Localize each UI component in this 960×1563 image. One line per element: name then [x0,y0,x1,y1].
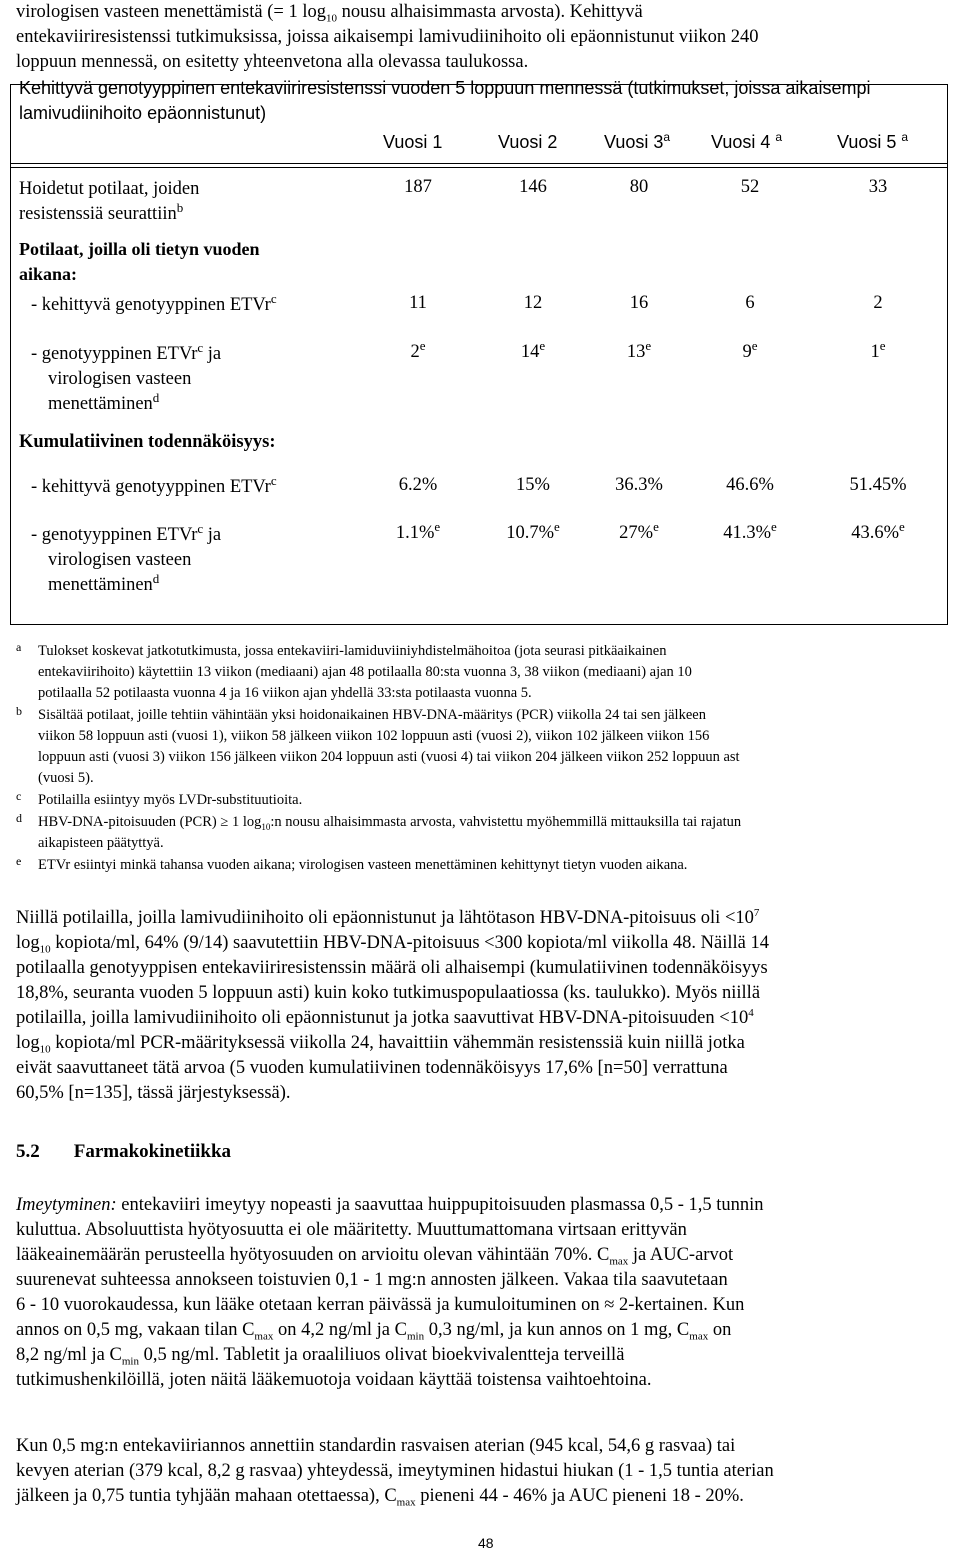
footnote-ref: e [539,337,546,353]
text: log [16,933,40,953]
footnote-ref: b [176,199,184,215]
footnote-ref: a [775,130,783,144]
label-line: Potilaat, joilla oli tietyn vuoden [19,239,260,259]
footnote-ref: a [663,130,671,144]
footnote-mark: c [16,789,22,803]
paragraph-line: eivät saavuttaneet tätä arvoa (5 vuoden kumulatiivinen todennäköisyys 17,6% [n=50] verrattuna [16,1058,728,1078]
cell: 80 [629,177,649,197]
value: 9 [742,342,752,362]
text: ja [203,525,222,545]
header-label: Vuosi 3 [604,132,664,152]
intro-line: loppuun mennessä, on esitetty yhteenvetona alla olevassa taulukossa. [16,52,529,72]
cell [594,337,684,363]
subscript: min [121,1355,139,1368]
paragraph-line [16,1031,956,1056]
text: pieneni 44 - 46% ja AUC pieneni 18 - 20%. [415,1486,744,1506]
row-label-cumulative-genotypic [31,472,277,500]
footnote-line: loppuun asti (vuosi 3) viikon 156 jälkeen viikon 204 loppuun asti (vuosi 4) tai viikon 204 jälkeen viikon 252 loppuun ast [38,749,740,765]
footnote-line: aikapisteen päätyttyä. [38,835,164,851]
footnote-mark: e [16,854,22,868]
paragraph-line [16,1293,956,1318]
text: - genotyyppinen ETVr [31,525,198,545]
paragraph-line [16,1243,956,1268]
cell: 46.6% [726,475,774,495]
header-label: Vuosi 1 [383,132,443,152]
text: menettäminen [48,394,153,414]
value: 14 [520,342,540,362]
cell: 12 [523,293,543,313]
column-header-year2 [498,132,557,153]
cell: 187 [404,177,432,197]
label-line [31,389,221,417]
section-label-cumulative: Kumulatiivinen todennäköisyys: [19,432,276,452]
absorption-paragraph [16,1193,956,1393]
paragraph-line [16,1343,956,1368]
label-line [31,339,222,367]
subscript: max [689,1330,709,1343]
cell: 2 [873,293,883,313]
subscript: max [396,1496,416,1509]
value: 1 [870,342,880,362]
text: lääkeainemäärän perusteella hyötyosuuden on arvioitu olevan vähintään 70%. C [16,1245,610,1265]
paragraph-line: potilaalla genotyyppisen entekaviiriresistenssin määrä oli alhaisempi (kumulatiivinen todennäköisyys [16,958,768,978]
label-line: Hoidetut potilaat, joiden [19,179,200,199]
footnote-ref: d [152,570,160,586]
footnote-ref: c [197,520,204,536]
cell [705,337,795,363]
cell: 51.45% [849,475,907,495]
value: 1.1% [395,523,435,543]
intro-line [16,0,956,25]
cell [833,518,923,544]
footnote-ref: e [751,337,758,353]
cell: 6 [745,293,755,313]
cell: 33 [868,177,888,197]
text: virologisen vasteen menettämistä (= 1 log [16,2,326,22]
column-header-year5 [837,132,908,153]
footnote-line: entekaviirihoito) käytettiin 13 viikon (mediaani) ajan 48 potilaalla 80:sta vuonna 3, 38 viikon (mediaani) ajan 10 [38,664,692,680]
footnote-line: viikon 58 loppuun asti (vuosi 1), viikon 58 jälkeen viikon 102 loppuun asti (vuosi 2), viikon 102 jälkeen viikon 156 [38,728,710,744]
text: 8,2 ng/ml ja C [16,1345,122,1365]
footnote-line: Potilailla esiintyy myös LVDr-substituutioita. [38,792,303,808]
footnote-ref: e [771,518,777,534]
footnote-ref: c [197,339,204,355]
label-line: virologisen vasteen [48,369,192,389]
food-effect-paragraph [16,1434,956,1509]
intro-paragraph [16,0,956,75]
value: 2 [410,342,420,362]
paragraph-line: kevyen aterian (379 kcal, 8,2 g rasvaa) yhteydessä, imeytyminen hidastui hiukan (1 - 1,5 tuntia aterian [16,1461,774,1481]
text: - kehittyvä genotyyppinen ETVr [31,295,271,315]
footnote-line: ETVr esiintyi minkä tahansa vuoden aikana; virologisen vasteen menettäminen kehittynyt tietyn vuoden aikana. [38,857,688,873]
cell: 15% [516,475,550,495]
section-title [16,1141,956,1163]
subscript: 10 [261,821,271,832]
text: :n nousu alhaisimmasta arvosta, vahvistettu myöhemmillä mittauksilla tai rajatun [270,814,742,830]
footnote-b [16,705,951,789]
label-line [31,520,222,548]
row-label-treated [19,177,199,227]
intro-line: entekaviiriresistenssi tutkimuksissa, joissa aikaisempi lamivudiinihoito oli epäonnistunut viikon 240 [16,27,759,47]
footnote-ref: c [270,472,277,488]
table-caption: Kehittyvä genotyyppinen entekaviiriresistenssi vuoden 5 loppuun mennessä (tutkimukset, joissa aikaisempi lamivudiinihoito epäonnistunut) [19,78,871,123]
text: 6 - 10 vuorokaudessa, kun lääke otetaan kerran päivässä ja kumuloituminen on [16,1295,605,1315]
footnote-mark: b [16,704,22,718]
footnote-a [16,641,951,704]
footnote-ref: c [270,290,277,306]
row-label-genotypic [31,290,277,318]
value: 10.7% [506,523,554,543]
footnote-d [16,812,951,854]
section-label-patients [19,237,260,287]
text: kopiota/ml, 64% (9/14) saavutettiin HBV-DNA-pitoisuus <300 kopiota/ml viikolla 48. Näillä 14 [50,933,769,953]
subscript: min [406,1330,425,1343]
footnote-ref: e [899,518,905,534]
text: jälkeen ja 0,75 tuntia tyhjään mahaan otettaessa), C [16,1486,397,1506]
text: potilailla, joilla lamivudiinihoito oli epäonnistunut ja jotka saavuttivat HBV-DNA-pitoisuuden <10 [16,1008,749,1028]
header-label: Vuosi 5 [837,132,897,152]
ge-symbol: ≥ [220,814,229,830]
text: on [708,1320,732,1340]
paragraph-line [16,1193,956,1218]
footnote-ref: e [645,337,652,353]
footnote-ref: a [901,130,909,144]
text: log [16,1033,40,1053]
paragraph-line [16,906,956,931]
cell: 16 [629,293,649,313]
header-divider [11,163,947,164]
section-title-text: Farmakokinetiikka [73,1141,232,1162]
superscript: 7 [753,906,760,919]
text: resistenssiä seurattiin [19,204,177,224]
footnote-mark: a [16,640,22,654]
footnote-c [16,790,951,811]
paragraph-line [16,1006,956,1031]
column-header-year3 [604,132,670,153]
text: - kehittyvä genotyyppinen ETVr [31,477,271,497]
resistance-table [10,78,948,625]
value: 27% [619,523,654,543]
value: 41.3% [723,523,771,543]
subscript: max [254,1330,274,1343]
paragraph-line: suurenevat suhteessa annokseen toistuvien 0,1 - 1 mg:n annosten jälkeen. Vakaa tila saavutetaan [16,1270,728,1290]
footnote-line: (vuosi 5). [38,770,94,786]
text: menettäminen [48,575,153,595]
row-label-genotypic-loss [31,339,222,417]
footnote-ref: e [879,337,886,353]
text: annos on 0,5 mg, vakaan tilan C [16,1320,255,1340]
cell [833,337,923,363]
text: Niillä potilailla, joilla lamivudiinihoito oli epäonnistunut ja lähtötason HBV-DNA-pitoisuus oli <10 [16,908,754,928]
cell: 36.3% [615,475,663,495]
value: 43.6% [851,523,899,543]
approx-symbol: ≈ [604,1295,615,1315]
label-line [31,570,221,598]
paragraph-line: 60,5% [n=135], tässä järjestyksessä). [16,1083,291,1103]
cell [488,518,578,544]
label-line [19,199,199,227]
paragraph-line [16,1318,956,1343]
text: ja AUC-arvot [628,1245,734,1265]
text: kopiota/ml PCR-määrityksessä viikolla 24, havaittiin vähemmän resistenssiä kuin niillä jotka [50,1033,745,1053]
cell: 11 [409,293,427,313]
cell [594,518,684,544]
footnote-ref: e [434,518,441,534]
column-header-year1 [383,132,442,153]
footnote-ref: e [419,337,426,353]
value: 13 [626,342,646,362]
text: HBV-DNA-pitoisuuden (PCR) [38,814,221,830]
cell: 146 [519,177,547,197]
paragraph-line: 18,8%, seuranta vuoden 5 loppuun asti) kuin koko tutkimuspopulaatiossa (ks. taulukko). Myös niillä [16,983,761,1003]
subscript: 10 [39,943,51,956]
section-heading [16,1141,956,1163]
resistance-paragraph [16,906,956,1106]
footnote-ref: e [653,518,659,534]
cell [373,337,463,363]
header-divider [11,167,947,168]
cell [705,518,795,544]
label-line: aikana: [19,264,78,284]
section-number: 5.2 [16,1141,40,1162]
text: - genotyyppinen ETVr [31,344,198,364]
cell: 6.2% [398,475,438,495]
footnote-mark: d [16,811,22,825]
footnote-line [38,812,950,833]
header-label: Vuosi 2 [498,132,558,152]
cell: 52 [740,177,760,197]
paragraph-line [16,931,956,956]
footnote-ref: d [152,389,160,405]
footnote-line: Tulokset koskevat jatkotutkimusta, jossa entekaviiri-lamiduviiniyhdistelmähoitoa (jota seurasi pitkäaikainen [38,643,667,659]
paragraph-line [16,1484,956,1509]
footnote-line: potilaalla 52 potilaasta vuonna 4 ja 16 viikon ajan yhdellä 33:sta potilaasta vuonna 5. [38,685,532,701]
row-label-cumulative-loss [31,520,222,598]
subscript: 10 [325,12,337,25]
text: 2-kertainen. Kun [614,1295,745,1315]
text: on 4,2 ng/ml ja C [273,1320,407,1340]
text: 0,5 ng/ml. Tabletit ja oraaliliuos olivat bioekvivalentteja terveillä [139,1345,625,1365]
text: nousu alhaisimmasta arvosta). Kehittyvä [336,2,643,22]
footnote-line: Sisältää potilaat, joille tehtiin vähintään yksi hoidonaikainen HBV-DNA-määritys (PCR) viikolla 24 tai sen jälkeen [38,707,706,723]
paragraph-line: Kun 0,5 mg:n entekaviiriannos annettiin standardin rasvaisen aterian (945 kcal, 54,6 g rasvaa) tai [16,1436,736,1456]
text: 1 log [228,814,262,830]
subscript: max [609,1255,629,1268]
text: ja [203,344,222,364]
paragraph-line: tutkimushenkilöillä, joten näitä lääkemuotoja voidaan käyttää toistensa vaihtoehtoina. [16,1370,652,1390]
footnote-ref: e [554,518,560,534]
label-line: virologisen vasteen [48,550,192,570]
cell [373,518,463,544]
cell [488,337,578,363]
emphasis: Imeytyminen: [16,1195,117,1215]
subscript: 10 [39,1043,51,1056]
column-header-year4 [711,132,782,153]
paragraph-line: kuluttua. Absoluuttista hyötyosuutta ei ole määritetty. Muuttumattomana virtsaan erittyvän [16,1220,687,1240]
footnote-e [16,855,951,876]
header-label: Vuosi 4 [711,132,771,152]
text: entekaviiri imeytyy nopeasti ja saavuttaa huippupitoisuuden plasmassa 0,5 - 1,5 tunnin [116,1195,764,1215]
page-number: 48 [478,1535,494,1551]
superscript: 4 [748,1006,754,1019]
text: 0,3 ng/ml, ja kun annos on 1 mg, C [424,1320,690,1340]
